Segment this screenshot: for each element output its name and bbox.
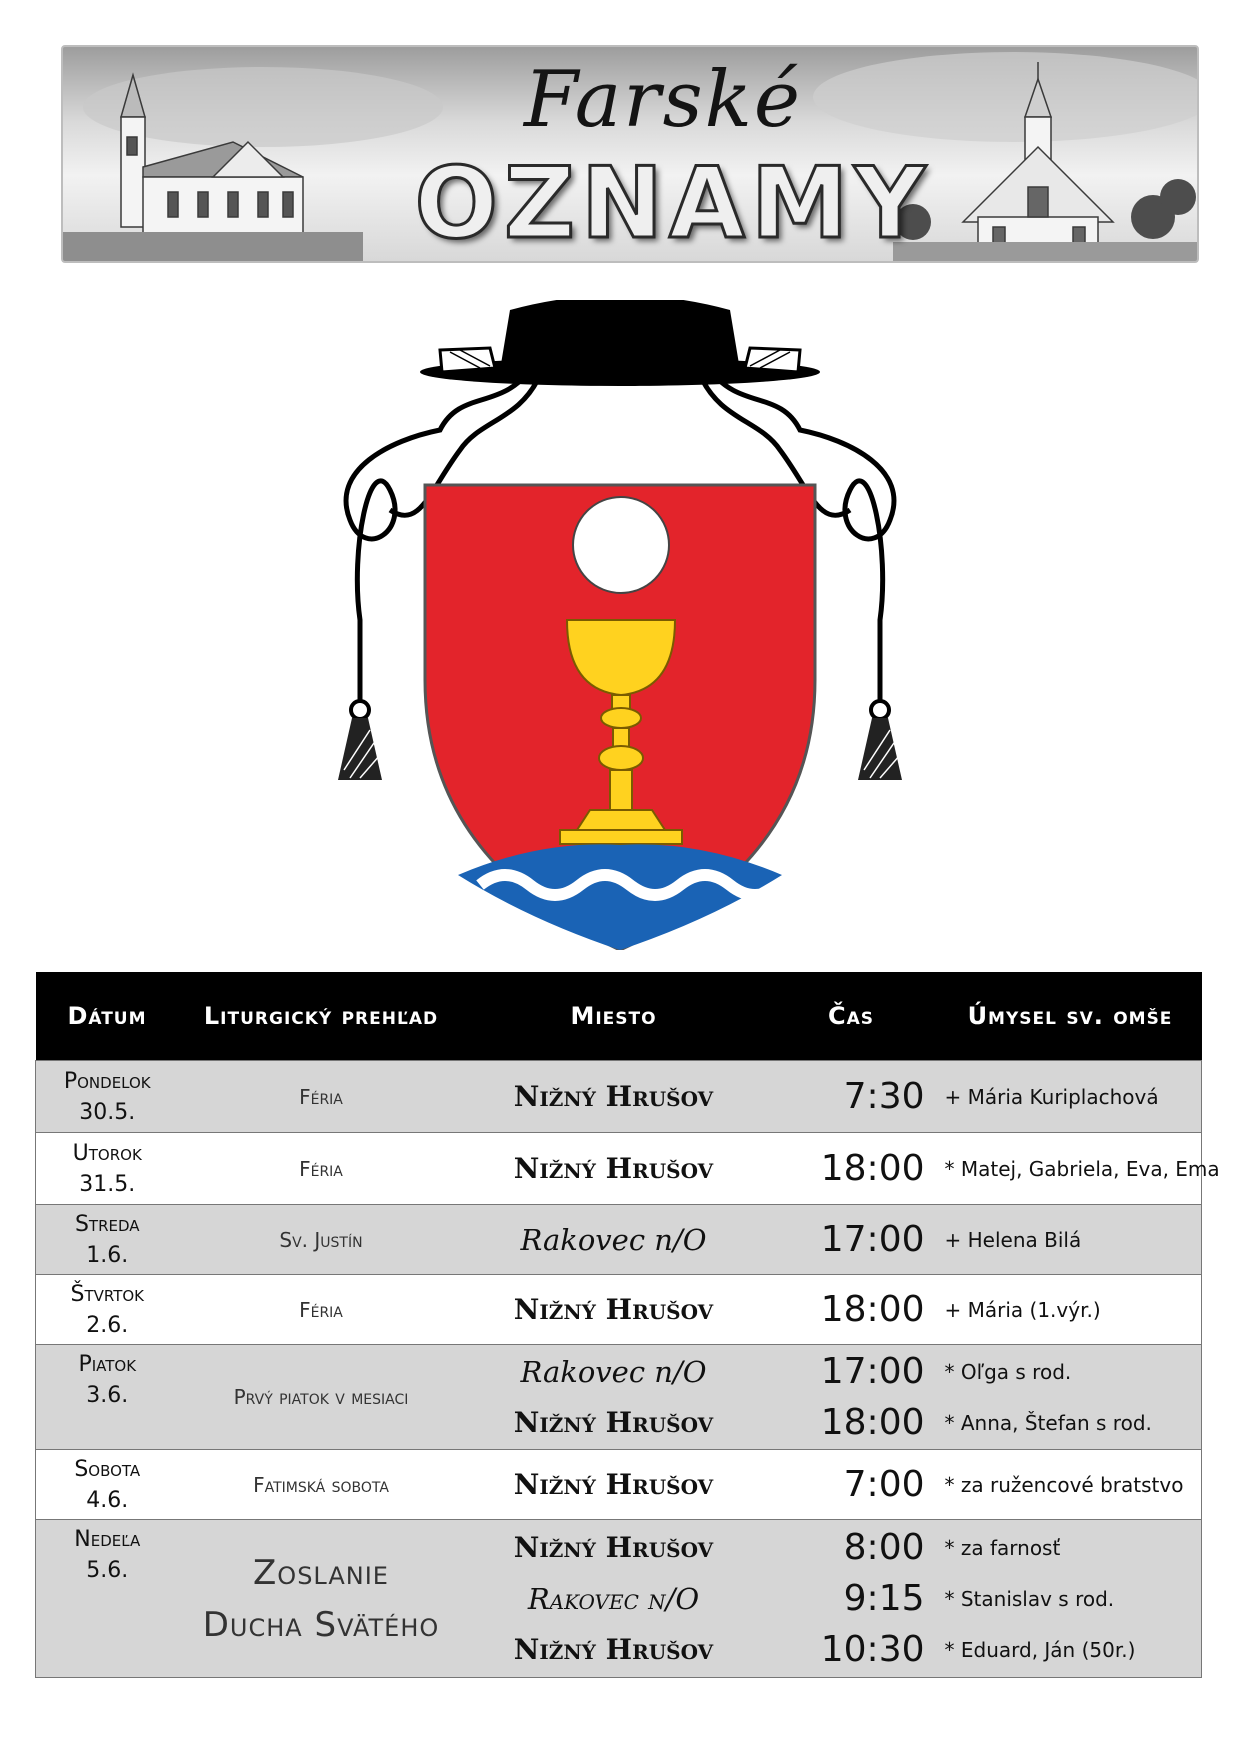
mass-place: Nižný Hrušov: [513, 1152, 714, 1185]
mass-time: 17:00: [820, 1351, 925, 1392]
eucharist-host-icon: [573, 497, 669, 593]
date-cell: [36, 1061, 179, 1133]
time-cell: [764, 1133, 939, 1205]
liturgy-cell: Féria: [179, 1275, 464, 1345]
header-liturgy: Liturgický prehľad: [179, 972, 464, 1061]
day-date: 3.6.: [86, 1383, 129, 1408]
mass-place: Nižný Hrušov: [513, 1293, 714, 1326]
banner-title: OZNAMY: [414, 147, 932, 261]
tassel-left: [338, 701, 382, 780]
day-date: 31.5.: [79, 1171, 136, 1197]
intention-cell: [939, 1133, 1220, 1205]
mass-intention: * za ružencové bratstvo: [944, 1472, 1184, 1497]
mass-place: Rakovec n/O: [520, 1222, 707, 1257]
intention-cell: [939, 1275, 1202, 1345]
table-row: [36, 1061, 1202, 1133]
place-cell: [464, 1345, 764, 1450]
intention-cell: [939, 1450, 1202, 1520]
place-cell: [464, 1205, 764, 1275]
liturgy-cell: Prvý piatok v mesiaci: [179, 1345, 464, 1450]
mass-time: 18:00: [820, 1148, 925, 1189]
place-cell: [464, 1520, 764, 1678]
mass-time: 18:00: [820, 1402, 925, 1443]
day-date: 30.5.: [79, 1099, 136, 1125]
blue-water-waves: [458, 844, 782, 950]
date-cell: [36, 1133, 179, 1205]
table-row: [36, 1520, 1202, 1678]
time-cell: [764, 1275, 939, 1345]
table-header-row: [36, 972, 1202, 1061]
date-cell: [36, 1520, 179, 1678]
day-name: Nedeľa: [74, 1527, 141, 1552]
time-cell: [764, 1205, 939, 1275]
table-row: [36, 1450, 1202, 1520]
table-row: [36, 1133, 1202, 1205]
mass-time: 8:00: [843, 1527, 925, 1568]
mass-schedule-table: [35, 972, 1220, 1678]
header-place: Miesto: [464, 972, 764, 1061]
feast-name-line: Zoslanie: [253, 1552, 389, 1593]
mass-time: 7:00: [843, 1464, 925, 1505]
place-cell: [464, 1061, 764, 1133]
liturgy-cell: Féria: [179, 1133, 464, 1205]
mass-intention: * za farnosť: [944, 1535, 1061, 1560]
day-name: Piatok: [78, 1352, 137, 1377]
table-row: [36, 1275, 1202, 1345]
time-cell: [764, 1520, 939, 1678]
liturgy-cell: Fatimská sobota: [179, 1450, 464, 1520]
time-cell: [764, 1061, 939, 1133]
liturgy-cell: Sv. Justín: [179, 1205, 464, 1275]
day-name: Sobota: [74, 1456, 141, 1482]
day-date: 1.6.: [86, 1242, 129, 1268]
intention-cell: [939, 1345, 1202, 1450]
day-date: 5.6.: [86, 1558, 129, 1583]
table-row: [36, 1345, 1202, 1450]
intention-cell: [939, 1205, 1202, 1275]
liturgy-cell: Féria: [179, 1061, 464, 1133]
galero-hat-icon: [420, 300, 820, 386]
mass-intention: * Matej, Gabriela, Eva, Ema: [944, 1156, 1220, 1181]
day-date: 2.6.: [86, 1312, 129, 1338]
table-row: [36, 1205, 1202, 1275]
mass-time: 7:30: [843, 1076, 925, 1117]
mass-intention: + Mária (1.výr.): [944, 1297, 1101, 1322]
mass-place: Nižný Hrušov: [513, 1633, 714, 1666]
liturgy-cell: [179, 1520, 464, 1678]
place-cell: [464, 1275, 764, 1345]
mass-intention: * Stanislav s rod.: [944, 1586, 1115, 1611]
date-cell: [36, 1205, 179, 1275]
mass-time: 17:00: [820, 1219, 925, 1260]
mass-time: 9:15: [843, 1578, 925, 1619]
day-name: Štvrtok: [70, 1281, 145, 1307]
intention-cell: [939, 1520, 1202, 1678]
mass-intention: + Mária Kuriplachová: [944, 1084, 1159, 1109]
mass-intention: + Helena Bilá: [944, 1227, 1082, 1252]
mass-place: Nižný Hrušov: [513, 1468, 714, 1501]
mass-time: 10:30: [820, 1629, 925, 1670]
tassel-right: [858, 701, 902, 780]
time-cell: [764, 1345, 939, 1450]
day-date: 4.6.: [86, 1487, 129, 1513]
parish-coat-of-arms: [330, 300, 910, 950]
intention-cell: [939, 1061, 1202, 1133]
day-name: Streda: [74, 1211, 140, 1237]
mass-intention: * Eduard, Ján (50r.): [944, 1637, 1136, 1662]
mass-intention: * Anna, Štefan s rod.: [944, 1410, 1152, 1435]
mass-intention: * Oľga s rod.: [944, 1359, 1072, 1384]
date-cell: [36, 1275, 179, 1345]
place-cell: [464, 1450, 764, 1520]
header-date: Dátum: [36, 972, 179, 1061]
date-cell: [36, 1345, 179, 1450]
mass-place: Nižný Hrušov: [513, 1531, 714, 1564]
day-name: Utorok: [72, 1140, 142, 1166]
date-cell: [36, 1450, 179, 1520]
mass-time: 18:00: [820, 1289, 925, 1330]
header-intention: Úmysel sv. omše: [939, 972, 1202, 1061]
mass-place: Nižný Hrušov: [513, 1080, 714, 1113]
header-time: Čas: [764, 972, 939, 1061]
time-cell: [764, 1450, 939, 1520]
mass-place: Rakovec n/O: [520, 1354, 707, 1389]
feast-name-line: Ducha Svätého: [202, 1604, 440, 1645]
header-banner: [61, 45, 1199, 263]
banner-script-title: Farské: [523, 55, 803, 145]
day-name: Pondelok: [63, 1068, 151, 1094]
place-cell: [464, 1133, 764, 1205]
mass-place: Nižný Hrušov: [513, 1406, 714, 1439]
mass-place: Rakovec n/O: [527, 1581, 700, 1616]
